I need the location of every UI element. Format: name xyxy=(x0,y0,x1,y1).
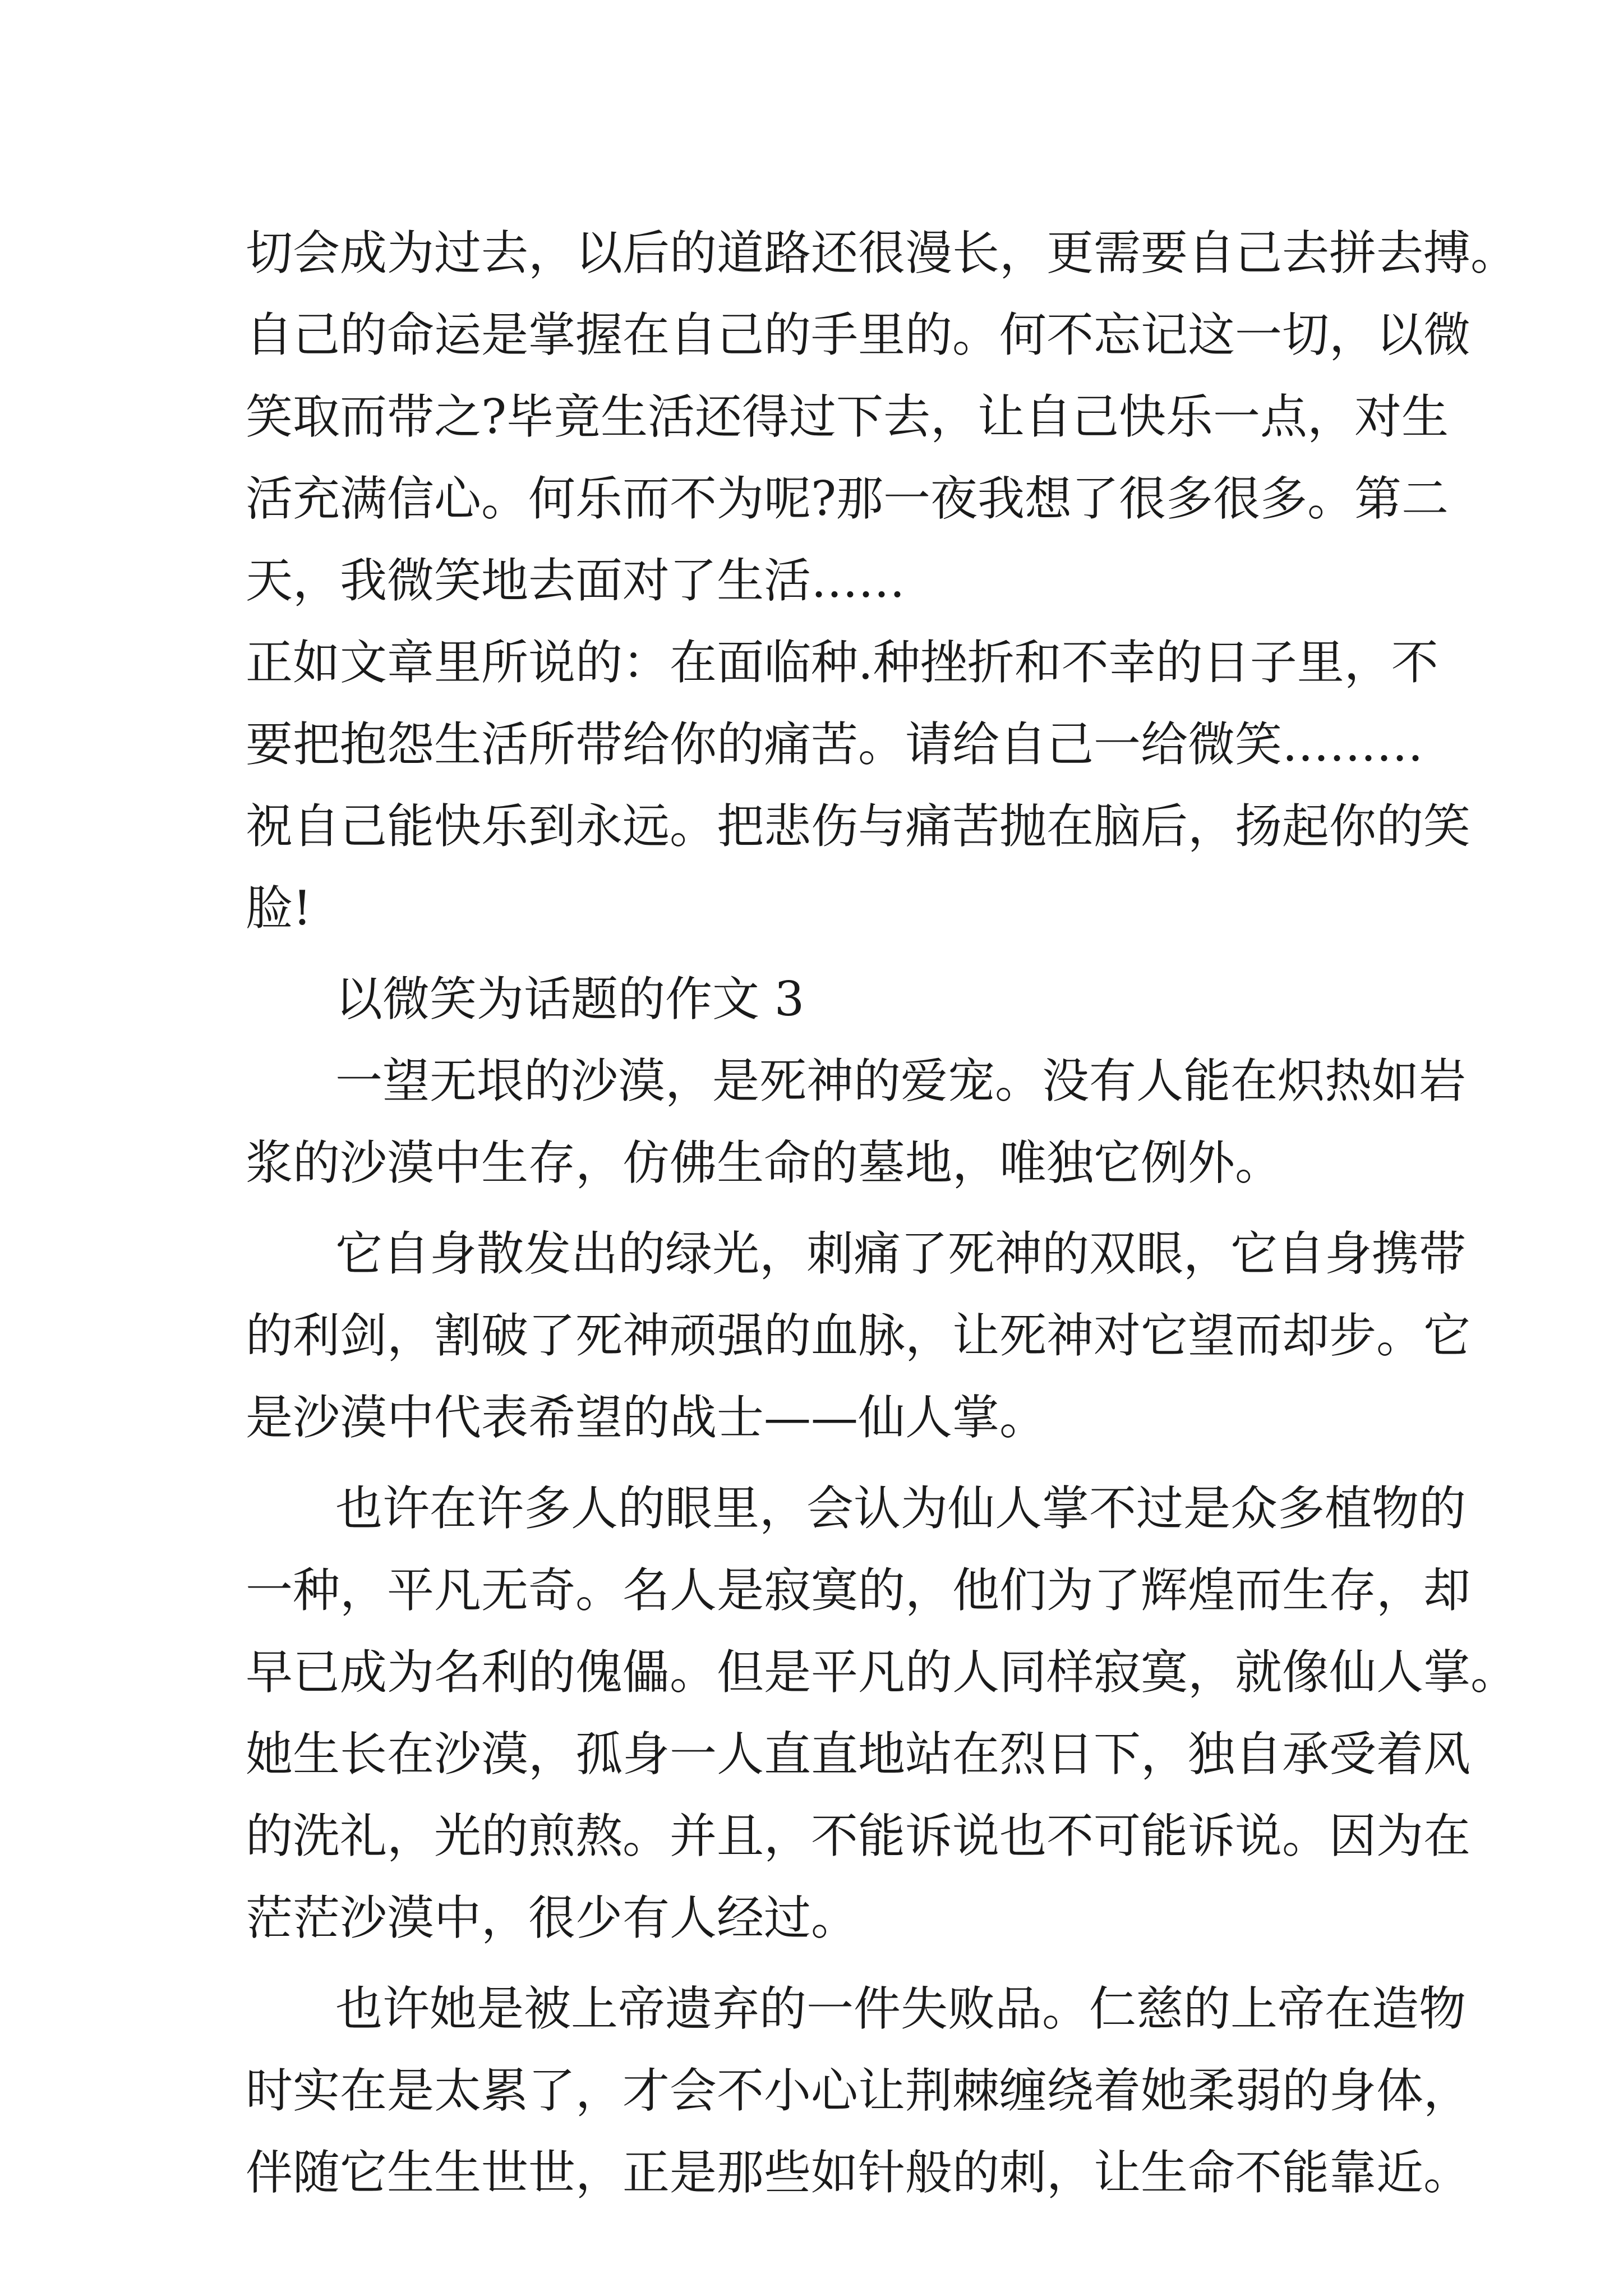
text-line: 切会成为过去，以后的道路还很漫长，更需要自己去拼去搏。 xyxy=(246,226,1518,280)
text-line: 活充满信心。何乐而不为呢?那一夜我想了很多很多。第二 xyxy=(246,471,1449,526)
text-line: 浆的沙漠中生存，仿佛生命的墓地，唯独它例外。 xyxy=(246,1135,1283,1190)
text-line: 也许在许多人的眼里，会认为仙人掌不过是众多植物的 xyxy=(335,1481,1467,1536)
text-line: 祝自己能快乐到永远。把悲伤与痛苦抛在脑后，扬起你的笑 xyxy=(246,799,1471,854)
text-line: 它自身散发出的绿光，刺痛了死神的双眼，它自身携带 xyxy=(335,1226,1467,1281)
text-line: 她生长在沙漠，孤身一人直直地站在烈日下，独自承受着风 xyxy=(246,1727,1471,1782)
text-line: 时实在是太累了，才会不小心让荆棘缠绕着她柔弱的身体， xyxy=(246,2063,1471,2118)
text-line: 一望无垠的沙漠，是死神的爱宠。没有人能在炽热如岩 xyxy=(335,1053,1467,1108)
text-line: 是沙漠中代表希望的战士——仙人掌。 xyxy=(246,1390,1047,1445)
text-line: 脸! xyxy=(246,881,312,936)
text-line: 要把抱怨生活所带给你的痛苦。请给自己一给微笑……… xyxy=(246,717,1424,772)
text-line: 正如文章里所说的：在面临种.种挫折和不幸的日子里，不 xyxy=(246,635,1438,690)
text-line: 笑取而带之?毕竟生活还得过下去，让自己快乐一点，对生 xyxy=(246,389,1449,444)
text-line: 的洗礼，光的煎熬。并且，不能诉说也不可能诉说。因为在 xyxy=(246,1809,1471,1864)
text-line: 茫茫沙漠中，很少有人经过。 xyxy=(246,1890,859,1945)
text-line: 一种，平凡无奇。名人是寂寞的，他们为了辉煌而生存，却 xyxy=(246,1563,1471,1618)
section-heading: 以微笑为话题的作文 3 xyxy=(335,972,805,1027)
text-line: 自己的命运是掌握在自己的手里的。何不忘记这一切，以微 xyxy=(246,307,1471,362)
text-line: 的利剑，割破了死神顽强的血脉，让死神对它望而却步。它 xyxy=(246,1308,1471,1363)
text-line: 也许她是被上帝遗弃的一件失败品。仁慈的上帝在造物 xyxy=(335,1981,1467,2036)
document-body xyxy=(246,212,1518,2214)
text-line: 伴随它生生世世，正是那些如针般的刺，让生命不能靠近。 xyxy=(246,2145,1471,2200)
text-line: 早已成为名利的傀儡。但是平凡的人同样寂寞，就像仙人掌。 xyxy=(246,1645,1518,1700)
text-line: 天，我微笑地去面对了生活…… xyxy=(246,553,906,608)
